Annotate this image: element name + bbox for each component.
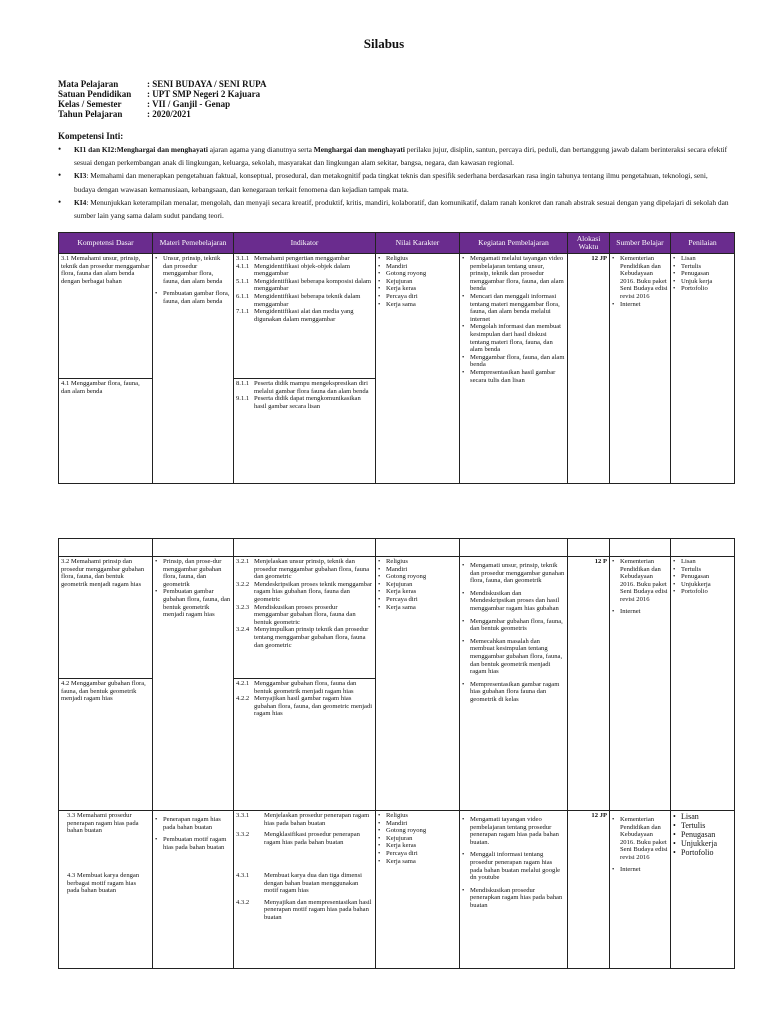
ki-lead: KI4 [74, 197, 87, 207]
indikator-group [236, 558, 373, 678]
nilai-list [378, 558, 457, 611]
list-item: • Portofolio [673, 848, 732, 857]
meta-value: : UPT SMP Negeri 2 Kajuara [147, 89, 261, 99]
indikator-text: Menyimpulkan prinsip teknik dan prosedur tentang menggambar gubahan flora, fauna dan geometric [254, 626, 369, 649]
indikator-text: Mengklasifikasi prosedur penerapan ragam hias pada bahan buatan [264, 831, 360, 846]
list-item: • Unsur, prinsip, teknik dan prosedur menggambar flora, fauna, dan alam benda [155, 255, 231, 285]
list-item: • Penugasan [673, 830, 732, 839]
list-item: • Religius [378, 558, 457, 566]
kd-item: 4.1 Menggambar flora, fauna, dan alam benda [59, 378, 152, 395]
list-item: • Menggali informasi tentang prosedur penerapan ragam hias pada bahan buatan melalui google dn youtube [462, 851, 565, 881]
list-item: • Kementerian Pendidikan dan Kebudayaan 2016. Buku paket Seni Budaya edisi revisi 2016 [612, 255, 668, 301]
page-title: Silabus [363, 36, 405, 51]
list-item: • Percaya diri [378, 293, 457, 301]
materi-cell [153, 811, 234, 969]
col-header: Materi Pemebelajaran [153, 233, 234, 254]
indikator-number: 3.2.4 [236, 626, 250, 634]
list-item: • Penerapan ragam hias pada bahan buatan [155, 816, 231, 831]
meta-block [58, 79, 266, 119]
list-item: • Pembuatan motif ragam hias pada bahan buatan [155, 836, 231, 851]
indikator-group [236, 812, 373, 872]
indikator-number: 4.1.1 [236, 262, 250, 270]
list-item: • Kementerian Pendidikan dan Kebudayaan 2016. Buku paket Seni Budaya edisi revisi 2016 [612, 558, 668, 604]
sumber-list [612, 255, 668, 308]
indikator-item [236, 831, 373, 846]
penilaian-cell [671, 254, 735, 484]
ki-text: ajaran agama yang dianutnya serta [207, 145, 314, 154]
indikator-text: Menyajikan hasil gambar ragam hias gubahan flora, fauna, dan geometric menjadi ragam hias [254, 695, 373, 718]
list-item: • Mengamati unsur, prinsip, teknik dan prosedur menggambar gunahan flora, fauna, dan geometrik [462, 562, 565, 585]
indikator-item [236, 872, 373, 895]
meta-key: Satuan Pendidikan [58, 89, 132, 99]
indikator-item [236, 380, 373, 395]
indikator-text: Memahami pengertian menggambar [254, 255, 350, 262]
indikator-text: Menggambar gubahan flora, fauna dan bentuk geometrik menjadi ragam hias [254, 680, 357, 695]
list-item: • Unjukkerja [673, 581, 732, 589]
list-item: • Mandiri [378, 263, 457, 271]
kd-item: 3.3 Memahami prosedur penerapan ragam hias pada bahan buatan [67, 812, 139, 835]
indikator-item [236, 581, 373, 604]
list-item: • Kejujuran [378, 835, 457, 843]
indikator-text: Peserta didik mampu mengekspresikan diri melalui gambar flora fauna dan alam benda [254, 380, 369, 395]
indikator-text: Peserta didik dapat mengkomunikasikan hasil gambar secara lisan [254, 395, 361, 410]
indikator-text: Menyajikan dan mempresentasikan hasil penerapan motif ragam hias pada bahan buatan [264, 898, 372, 921]
ki-text: perilaku jujur, disiplin, santun, percaya diri, peduli, dan bertanggung jawab dalam berinteraksi secara efektif sesuai dengan perkembangan anak di lingkungan, keluarga, sekolah, masyarakat dan lingkungan alam sekitar, bangsa, negara, dan kawasan regional. [74, 145, 728, 168]
materi-list [155, 255, 231, 306]
indikator-number: 9.1.1 [236, 395, 250, 403]
materi-cell [153, 557, 234, 811]
list-item: • Lisan [673, 812, 732, 821]
list-item: • Tertulis [673, 821, 732, 830]
list-item: • Unjuk kerja [673, 278, 732, 286]
indikator-number: 4.3.2 [236, 898, 250, 906]
list-item: • Internet [612, 866, 668, 874]
kd-item: 3.1 Memahami unsur, prinsip, teknik dan prosedur menggambar flora, fauna dan alam benda dengan berbagai bahan [61, 255, 150, 285]
sumber-list [612, 812, 668, 873]
ki-lead: KI1 dan KI2:Menghargai dan menghayati [74, 145, 208, 154]
meta-key: Mata Pelajaran [58, 79, 119, 89]
col-header: Kompetensi Dasar [59, 233, 153, 254]
indikator-text: Mendeskripsikan proses teknik menggambar ragam hias gubahan flora, fauna dan geometric [254, 580, 373, 603]
ki-item [58, 169, 730, 195]
indikator-item [236, 695, 373, 718]
list-item: • Menggambar flora, fauna, dan alam benda [462, 354, 565, 369]
alokasi-cell: 12 P [568, 557, 610, 811]
indikator-number: 3.3.1 [236, 812, 250, 819]
nilai-list [378, 255, 457, 308]
syllabus-table [58, 232, 735, 484]
indikator-cell [234, 254, 376, 484]
list-item: • Memecahkan masalah dan membuat kesimpulan tentang menggambar gubahan flora, fauna, dan bentuk geometrik menjadi ragam hias [462, 638, 565, 676]
indikator-cell [234, 557, 376, 811]
penilaian-list [673, 255, 732, 293]
kompetensi-dasar-cell [59, 557, 153, 811]
indikator-number: 4.2.1 [236, 680, 250, 687]
list-item: • Kerja sama [378, 858, 457, 866]
materi-list [155, 558, 231, 619]
list-item: • Internet [612, 608, 668, 616]
list-item: • Portofolio [673, 285, 732, 293]
indikator-item [236, 558, 373, 581]
indikator-item [236, 293, 373, 308]
kegiatan-cell [460, 557, 568, 811]
bullet-icon: • [58, 144, 62, 154]
meta-value: : 2020/2021 [147, 109, 191, 119]
indikator-number: 4.2.2 [236, 695, 250, 703]
penilaian-list [673, 812, 732, 857]
indikator-item [236, 899, 373, 922]
indikator-number: 3.1.1 [236, 255, 250, 262]
empty-cell [610, 539, 671, 557]
indikator-group [236, 872, 373, 922]
kegiatan-cell [460, 811, 568, 969]
kd-item: 3.2 Memahami prinsip dan prosedur menggambar gubahan flora, fauna, dan bentuk geometrik menjadi ragam hias [61, 558, 145, 588]
col-header: Penilaian [671, 233, 735, 254]
indikator-number: 7.1.1 [236, 308, 250, 316]
empty-cell [568, 539, 610, 557]
indikator-group [234, 678, 375, 718]
table-header-row [59, 233, 735, 254]
col-header: Kegiatan Pembelajaran [460, 233, 568, 254]
alokasi-cell: 12 JP [568, 254, 610, 484]
empty-cell [376, 539, 460, 557]
indikator-number: 4.3.1 [236, 872, 250, 879]
table-row [59, 811, 735, 969]
ki-text: : Menunjukkan keterampilan menalar, mengolah, dan menyaji secara kreatif, produktif, kritis, mandiri, kolaboratif, dan komunikatif, dalam ranah konkret dan ranah abstrak sesuai dengan yang dipelajari di sekolah dan sumber lain yang sama dalam sudut pandang teori. [74, 197, 729, 221]
kegiatan-list [462, 812, 565, 910]
indikator-group [234, 378, 375, 410]
list-item: • Mengamati melalui tayangan video pembelajaran tentang unsur, prinsip, teknik dan prosedur menggambar flora, fauna, dan alam benda [462, 255, 565, 293]
sumber-list [612, 558, 668, 615]
indikator-text: Mengidentifikasi objek-objek dalam menggambar [254, 262, 350, 278]
meta-key: Tahun Pelajaran [58, 109, 123, 119]
indikator-item [236, 308, 373, 323]
empty-cell [59, 539, 153, 557]
indikator-number: 8.1.1 [236, 380, 250, 387]
list-item: • Prinsip, dan prose-dur menggambar gubahan flora, fauna, dan geometrik [155, 558, 231, 588]
list-item: • Kerja keras [378, 285, 457, 293]
indikator-cell [234, 811, 376, 969]
bullet-icon: • [58, 196, 62, 207]
nilai-karakter-cell [376, 557, 460, 811]
list-item: • Mandiri [378, 566, 457, 574]
list-item: • Kejujuran [378, 581, 457, 589]
list-item: • Penugasan [673, 270, 732, 278]
indikator-text: Mendiskusikan proses prosedur menggambar gubahan flora, fauna dan bentuk geometric [254, 603, 356, 626]
ki-bold: Menghargai dan menghayati [313, 145, 405, 154]
kd-item: 4.2 Menggambar gubahan flora, fauna, dan bentuk geometrik menjadi ragam hias [59, 678, 152, 703]
empty-cell [234, 539, 376, 557]
list-item: • Menggambar gubahan flora, fauna, dan bentuk geometris [462, 618, 565, 633]
list-item: • Penugasan [673, 573, 732, 581]
ki-text: : Memahami dan menerapkan pengetahuan faktual, konseptual, prosedural, dan metakognitif pada tingkat teknis dan spesifik sederhana berdasarkan rasa ingin tahunya tentang ilmu pengetahuan, teknologi, seni, budaya dengan wawasan kemanusiaan, kebangsaan, dan kenegaraan terkait fenomena dan kejadian tampak mata. [74, 171, 708, 194]
kegiatan-list [462, 558, 565, 704]
bullet-icon: • [58, 170, 62, 181]
list-item: • Unjukkerja [673, 839, 732, 848]
list-item: • Percaya diri [378, 850, 457, 858]
indikator-group [236, 255, 373, 378]
kompetensi-dasar-cell [59, 811, 153, 969]
nilai-karakter-cell [376, 254, 460, 484]
meta-row [58, 99, 266, 109]
list-item: • Mempresentasikan hasil gambar secara tulis dan lisan [462, 369, 565, 384]
list-item: • Religius [378, 255, 457, 263]
sumber-cell [610, 811, 671, 969]
meta-row [58, 109, 266, 119]
indikator-text: Mengidentifikasi beberapa teknik dalam menggambar [254, 292, 361, 308]
list-item: • Lisan [673, 558, 732, 566]
col-header: Alokasi Waktu [568, 233, 610, 254]
meta-value: : VII / Ganjil - Genap [147, 99, 231, 109]
ki-lead: KI3 [74, 171, 87, 181]
ki-item [58, 196, 730, 222]
list-item: • Portofolio [673, 588, 732, 596]
penilaian-cell [671, 557, 735, 811]
table-row [59, 557, 735, 811]
indikator-item [236, 395, 373, 410]
meta-row [58, 79, 266, 89]
list-item: • Percaya diri [378, 596, 457, 604]
empty-cell [153, 539, 234, 557]
list-item: • Tertulis [673, 263, 732, 271]
list-item: • Lisan [673, 255, 732, 263]
meta-row [58, 89, 266, 99]
indikator-number: 3.2.2 [236, 580, 250, 588]
nilai-karakter-cell [376, 811, 460, 969]
indikator-item [236, 680, 373, 695]
list-item: • Kementerian Pendidikan dan Kebudayaan 2016. Buku paket Seni Budaya edisi revisi 2016 [612, 816, 668, 862]
syllabus-table-continued [58, 538, 735, 969]
sumber-cell [610, 254, 671, 484]
indikator-text: Mengidentifikasi beberapa komposisi dalam menggambar [254, 277, 372, 293]
indikator-text: Mengidentifikasi alat dan media yang digunakan dalam menggambar [254, 308, 354, 323]
indikator-item [236, 812, 373, 827]
ki-heading: Kompetensi Inti: [58, 131, 124, 141]
meta-value: : SENI BUDAYA / SENI RUPA [147, 79, 267, 89]
indikator-item [236, 604, 373, 627]
col-header: Sumber Belajar [610, 233, 671, 254]
penilaian-cell [671, 811, 735, 969]
kegiatan-cell [460, 254, 568, 484]
list-item: • Gotong royong [378, 827, 457, 835]
list-item: • Mencari dan menggali informasi tentang materi menggambar flora, fauna, dan alam benda melalui internet [462, 293, 565, 323]
col-header: Nilai Karakter [376, 233, 460, 254]
indikator-item [236, 255, 373, 263]
alokasi-cell: 12 JP [568, 811, 610, 969]
meta-key: Kelas / Semester [58, 99, 122, 109]
list-item: • Mempresentasikan gambar ragam hias gubahan flora fauna dan geometrik di kelas [462, 681, 565, 704]
indikator-item [236, 263, 373, 278]
materi-cell [153, 254, 234, 484]
list-item: • Mendiskusikan dan Mendeskripsikan proses dan hasil menggambar ragam hias gubahan [462, 590, 565, 613]
kompetensi-dasar-cell [59, 254, 153, 484]
list-item: • Mengamati tayangan video pembelajaran tentang prosedur penerapan ragam hias pada bahan buatan. [462, 816, 565, 846]
indikator-number: 3.2.1 [236, 558, 250, 565]
list-item: • Kerja keras [378, 842, 457, 850]
list-item: • Mengolah informasi dan membuat kesimpulan dari hasil diskusi tentang materi flora, fauna, dan alam benda [462, 323, 565, 353]
indikator-number: 6.1.1 [236, 292, 250, 300]
indikator-item [236, 278, 373, 293]
indikator-number: 5.1.1 [236, 277, 250, 285]
list-item: • Gotong royong [378, 573, 457, 581]
table-row [59, 254, 735, 484]
penilaian-list [673, 558, 732, 596]
col-header: Indikator [234, 233, 376, 254]
list-item: • Pembuatan gambar gubahan flora, fauna, dan bentuk geometrik menjadi ragam hias [155, 588, 231, 618]
kompetensi-inti [58, 131, 730, 222]
table-row-empty [59, 539, 735, 557]
list-item: • Mendiskusikan prosedur penerapkan ragam hias pada bahan buatan [462, 887, 565, 910]
nilai-list [378, 812, 457, 865]
empty-cell [460, 539, 568, 557]
indikator-item [236, 626, 373, 649]
empty-cell [671, 539, 735, 557]
indikator-text: Membuat karya dua dan tiga dimensi dengan bahan buatan menggunakan motif ragam hias [264, 872, 362, 895]
list-item: • Religius [378, 812, 457, 820]
indikator-number: 3.2.3 [236, 603, 250, 611]
list-item: • Kerja sama [378, 604, 457, 612]
sumber-cell [610, 557, 671, 811]
indikator-number: 3.3.2 [236, 831, 250, 839]
kd-item: 4.3 Membuat karya dengan berbagai motif ragam hias pada bahan buatan [67, 872, 140, 895]
ki-item [58, 143, 730, 169]
list-item: • Gotong royong [378, 270, 457, 278]
list-item: • Kerja sama [378, 301, 457, 309]
indikator-text: Menjelaskan prosedur penerapan ragam hias pada bahan buatan [264, 812, 370, 827]
list-item: • Tertulis [673, 566, 732, 574]
list-item: • Pembuatan gambar flora, fauna, dan alam benda [155, 290, 231, 305]
list-item: • Mandiri [378, 820, 457, 828]
kegiatan-list [462, 255, 565, 384]
list-item: • Kerja keras [378, 588, 457, 596]
indikator-text: Menjelaskan unsur prinsip, teknik dan prosedur menggambar gubahan flora, fauna dan geometric [254, 558, 370, 581]
materi-list [155, 812, 231, 851]
list-item: • Internet [612, 301, 668, 309]
list-item: • Kejujuran [378, 278, 457, 286]
